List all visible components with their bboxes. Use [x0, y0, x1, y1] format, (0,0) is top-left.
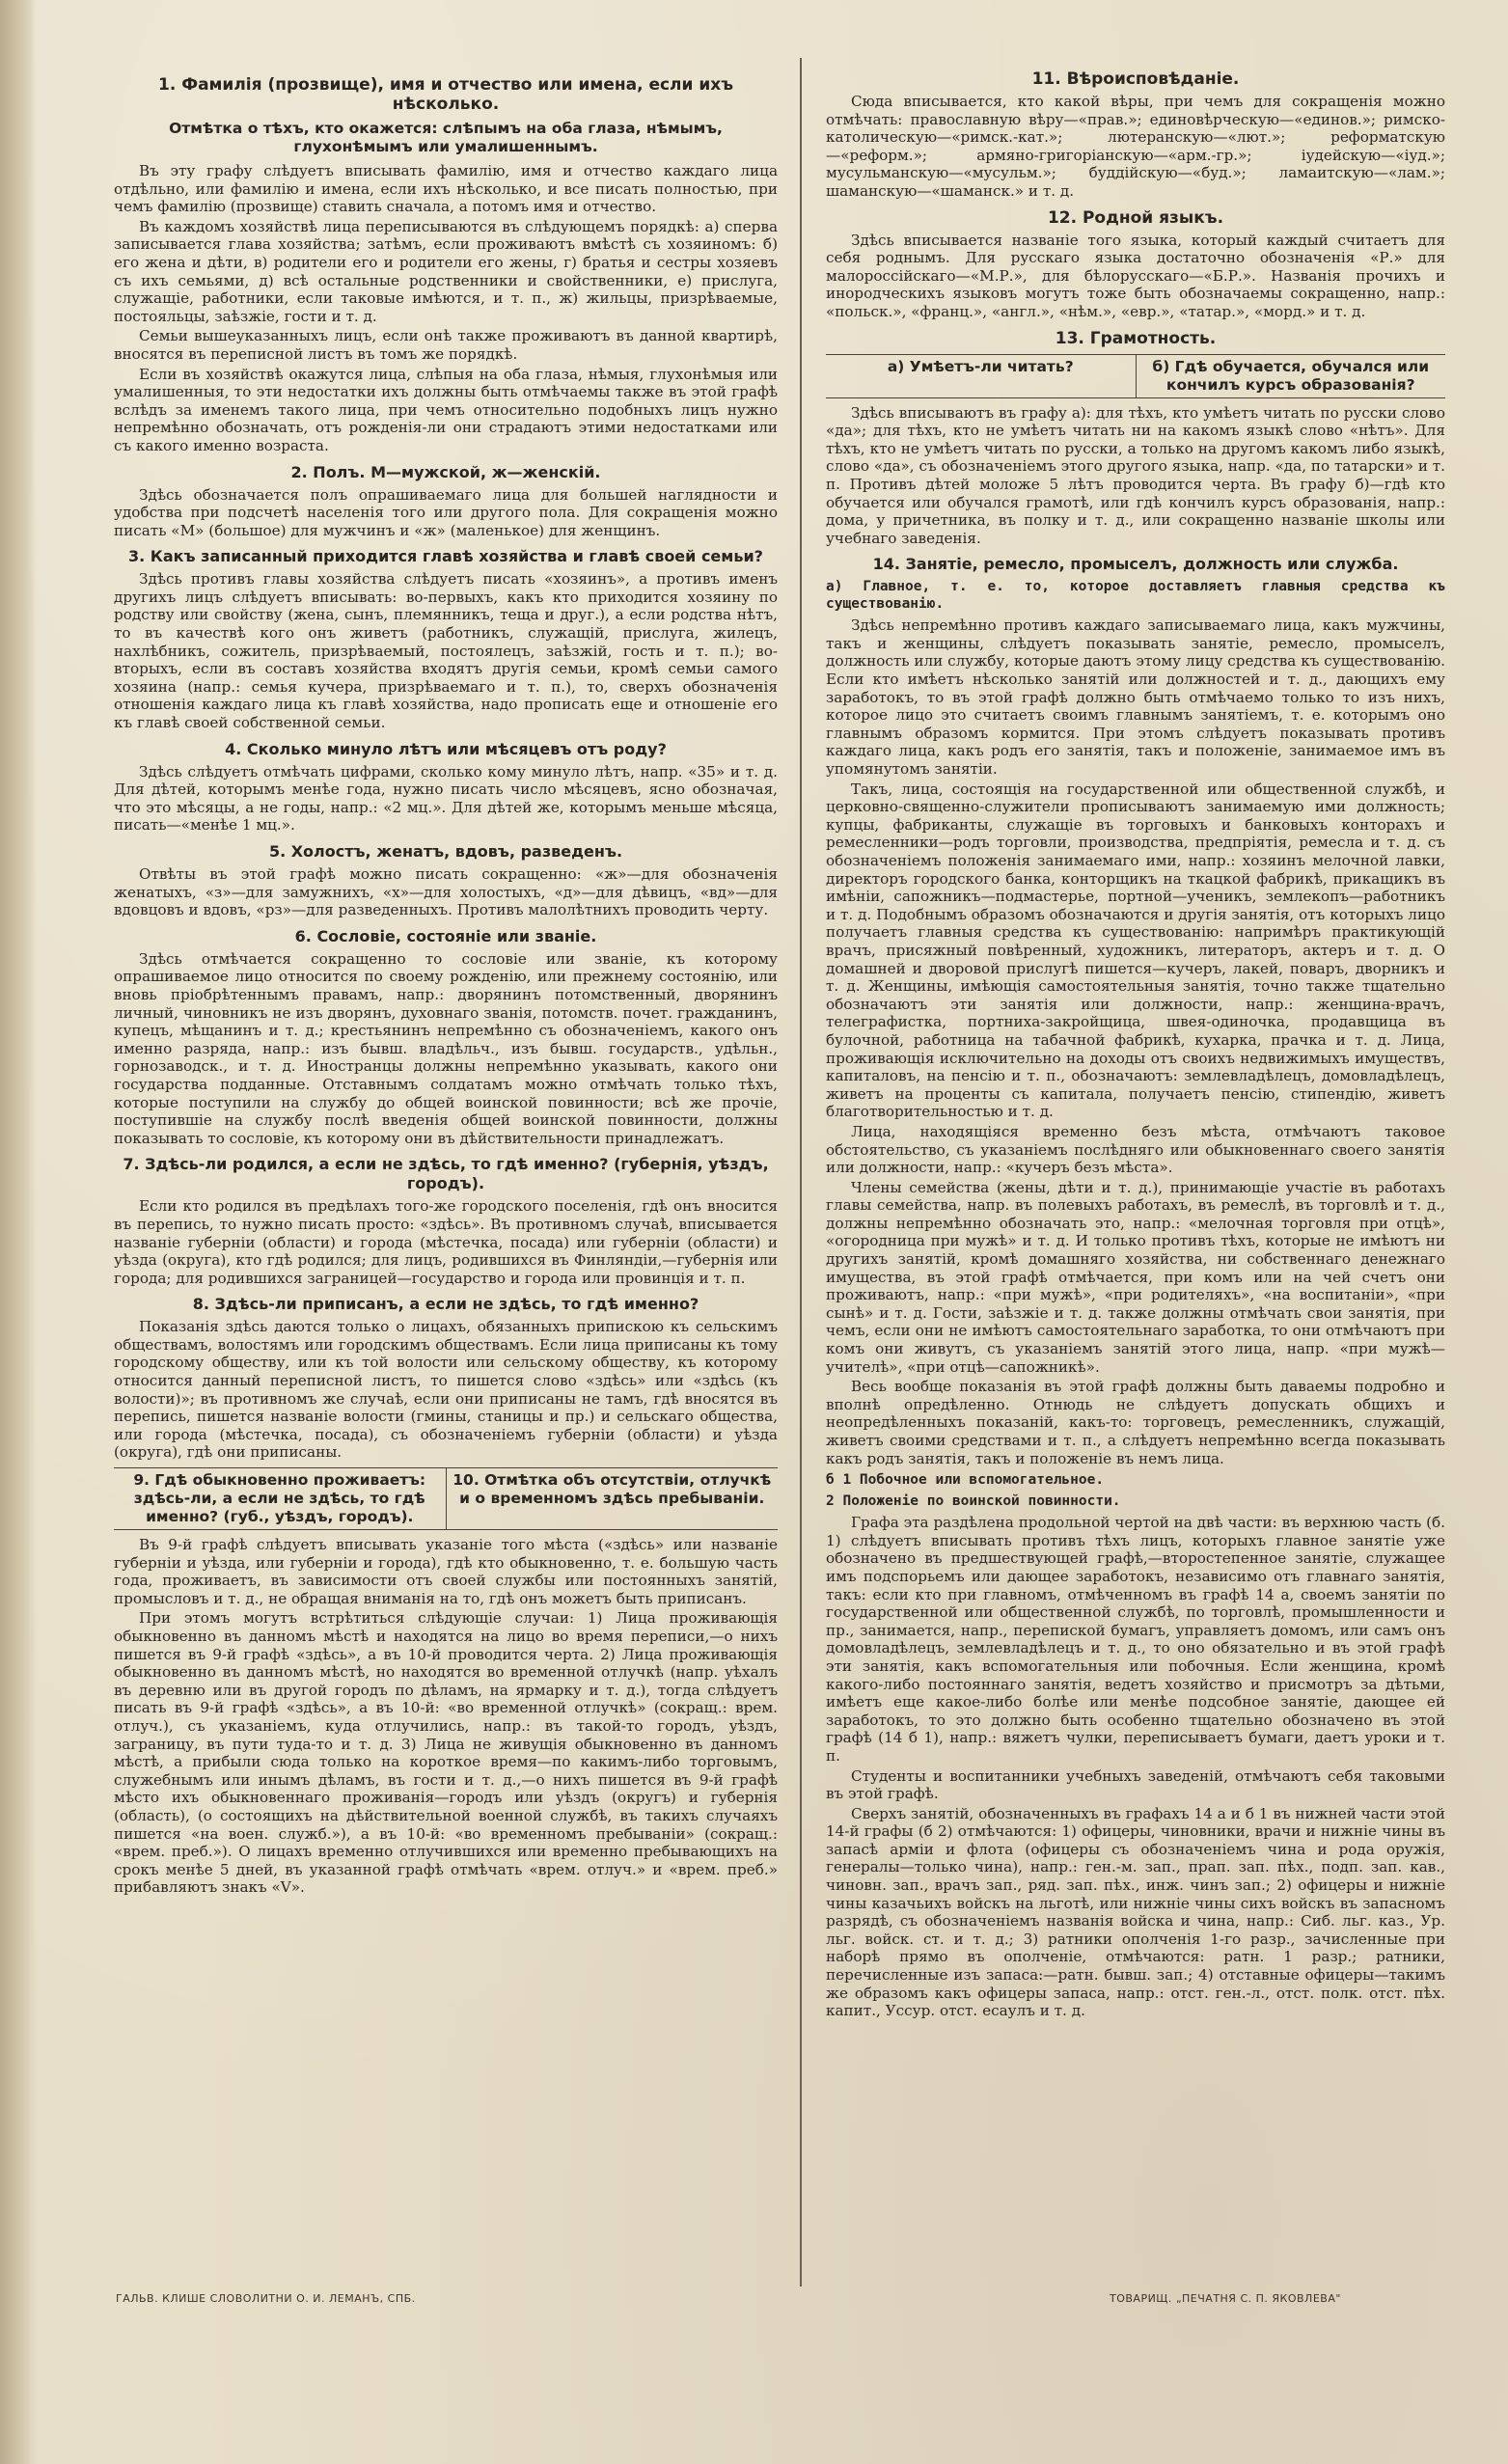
section-14-heading: 14. Занятіе, ремесло, промыселъ, должность или служба. — [872, 555, 1399, 574]
paragraph: Отвѣты въ этой графѣ можно писать сокращенно: «ж»—для обозначенія женатыхъ, «з»—для замужнихъ, «х»—для холостыхъ, «д»—для дѣвицъ, «вд»—для вдовцовъ и вдовъ, «рз»—для разведенныхъ. Противъ малолѣтнихъ проводить черту. — [114, 865, 778, 919]
left-column — [114, 68, 778, 2277]
section-2-heading: 2. Полъ. М—мужской, ж—женскій. — [290, 462, 601, 481]
paragraph: Сюда вписывается, кто какой вѣры, при чемъ для сокращенія можно отмѣчать: православную вѣру—«прав.»; единовѣрческую—«единов.»; римско-католическую—«римск.-кат.»; лютеранскую—«лют.»; реформатскую—«реформ.»; армяно-григоріанскую—«арм.-гр.»; іудейскую—«іуд.»; мусульманскую—«мусульм.»; буддійскую—«буд.»; ламаитскую—«лам.»; шаманскую—«шаманск.» и т. д. — [826, 93, 1445, 200]
section-11-heading: 11. Вѣроисповѣданіе. — [1031, 69, 1240, 89]
section-8-heading: 8. Здѣсь-ли приписанъ, а если не здѣсь, то гдѣ именно? — [192, 1295, 699, 1314]
paragraph: Здѣсь отмѣчается сокращенно то сословіе или званіе, къ которому опрашиваемое лицо относится по своему рожденію, или прежнему состоянію, или вновь пріобрѣтеннымъ правамъ, напр.: дворянинъ потомственный, дворянинъ личный, чиновникъ не изъ дворянъ, духовнаго званія, потомств. почет. гражданинъ, купецъ, мѣщанинъ и т. д.; крестьянинъ непремѣнно съ обозначеніемъ, какого онъ именно разряда, напр.: изъ бывш. владѣльч., изъ бывш. государств., удѣльн., горнозаводск., и т. д. Иностранцы должны непремѣнно указывать, какого они государства подданные. Отставнымъ солдатамъ можно отмѣчать только тѣхъ, которые поступили на службу до общей воинской повинности; всѣ же прочіе, поступившіе на службу послѣ введенія общей воинской повинности, должны показывать то сословіе, къ которому они въ дѣйствительности принадлежатъ. — [114, 949, 778, 1147]
paragraph: Студенты и воспитанники учебныхъ заведеній, отмѣчаютъ себя таковыми въ этой графѣ. — [826, 1766, 1445, 1803]
paragraph: Здѣсь вписываютъ въ графу а): для тѣхъ, кто умѣетъ читать по русски слово «да»; для тѣхъ, кто не умѣетъ читать ни на какомъ языкѣ слово «нѣтъ». Для тѣхъ, кто не умѣетъ читать по русски, а только на другомъ какомъ либо языкѣ, слово «да», съ обозначеніемъ этого другого языка, напр. «да, по татарски» и т. п. Противъ дѣтей моложе 5 лѣтъ проводится черта. Въ графу б)—гдѣ кто обучается или обучался грамотѣ, или гдѣ кончилъ курсъ образованія, напр.: дома, у причетника, въ полку и т. д., или сокращенно названіе школы или учебнаго заведенія. — [826, 403, 1445, 547]
paragraph: Семьи вышеуказанныхъ лицъ, если онѣ также проживаютъ въ данной квартирѣ, вносятся въ переписной листъ въ томъ же порядкѣ. — [114, 327, 778, 363]
section-7-heading: 7. Здѣсь-ли родился, а если не здѣсь, то гдѣ именно? (губернія, уѣздъ, городъ). — [123, 1155, 769, 1193]
section-10-heading: 10. Отмѣтка объ отсутствіи, отлучкѣ и о временномъ здѣсь пребываніи. — [446, 1468, 779, 1529]
paragraph: Въ эту графу слѣдуетъ вписывать фамилію, имя и отчество каждаго лица отдѣльно, или фамилію и имена, если ихъ нѣсколько, и все писать полностью, при чемъ фамилію (прозвище) ставить сначала, а потомъ имя и отчество. — [114, 162, 778, 216]
paragraph: Здѣсь слѣдуетъ отмѣчать цифрами, сколько кому минуло лѣтъ, напр. «35» и т. д. Для дѣтей, которымъ менѣе года, нужно писать число мѣсяцевъ, ясно обозначая, что это мѣсяцы, а не годы, напр.: «2 мц.». Для дѣтей же, которымъ меньше мѣсяца, писать—«менѣе 1 мц.». — [114, 762, 778, 835]
section-5-heading: 5. Холостъ, женатъ, вдовъ, разведенъ. — [268, 842, 623, 861]
paragraph: Если кто родился въ предѣлахъ того-же городского поселенія, гдѣ онъ вносится въ перепись, то нужно писать просто: «здѣсь». Въ противномъ случаѣ, вписывается названіе губерніи (области) и города (мѣстечка, посада) или губерніи (области) и уѣзда (округа), кто гдѣ родился; для лицъ, родившихся въ Финляндіи,—губернія или города; для родившихся заграницей—государство и города или провинція и т. п. — [114, 1197, 778, 1287]
paragraph: Весь вообще показанія въ этой графѣ должны быть даваемы подробно и вполнѣ опредѣленно. Отнюдь не слѣдуетъ допускать общихъ и неопредѣленныхъ показаній, какъ-то: торговецъ, ремесленникъ, служащій, живетъ своими средствами и т. п., а слѣдуетъ непремѣнно всегда показывать какъ родъ занятія, такъ и положеніе въ немъ лица. — [826, 1378, 1445, 1467]
printer-imprint-left: ГАЛЬВ. КЛИШЕ СЛОВОЛИТНИ О. И. ЛЕМАНЪ, СПБ. — [116, 2292, 416, 2305]
section-6-heading: 6. Сословіе, состояніе или званіе. — [294, 926, 597, 945]
paragraph: Здѣсь непремѣнно противъ каждаго записываемаго лица, какъ мужчины, такъ и женщины, слѣдуетъ показывать занятіе, ремесло, промыселъ, должность или службу, которые даютъ этому лицу средства къ существованію. Если кто имѣетъ нѣсколько занятій или должностей и т. д., дающихъ ему заработокъ, то въ этой графѣ должно быть отмѣчаемо только то изъ нихъ, которое лицо это считаетъ своимъ главнымъ занятіемъ, т. е. которымъ оно главнымъ образомъ кормится. При этомъ слѣдуетъ показывать противъ каждаго лица, какъ родъ его занятія, такъ и положеніе, занимаемое имъ въ упомянутомъ занятіи. — [826, 616, 1445, 779]
section-14b1-heading: б 1 Побочное или вспомогательное. — [826, 1472, 1105, 1489]
section-13b-heading: б) Гдѣ обучается, обучался или кончилъ курсъ образованія? — [1136, 355, 1446, 397]
paragraph: Въ каждомъ хозяйствѣ лица переписываются въ слѣдующемъ порядкѣ: а) сперва записывается глава хозяйства; затѣмъ, если проживаютъ вмѣстѣ съ хозяиномъ: б) его жена и дѣти, в) родители его и родители его жены, г) братья и сестры хозяевъ съ ихъ семьями, д) всѣ остальные родственники и свойственники, е) прислуга, служащіе, работники, если таковые имѣются, и т. п., ж) жильцы, призрѣваемые, постояльцы, заѣзжіе, гости и т. д. — [114, 217, 778, 325]
page-edge-shadow — [0, 0, 37, 2464]
section-13-heading: 13. Грамотность. — [1055, 328, 1217, 348]
column-divider — [800, 58, 802, 2286]
section-3-heading: 3. Какъ записанный приходится главѣ хозяйства и главѣ своей семьи? — [128, 547, 763, 566]
printer-imprint-right: ТОВАРИЩ. „ПЕЧАТНЯ С. П. ЯКОВЛЕВА" — [1110, 2292, 1341, 2305]
section-14b2-heading: 2 Положеніе по воинской повинности. — [826, 1493, 1121, 1510]
section-9-heading: 9. Гдѣ обыкновенно проживаетъ: здѣсь-ли, а если не здѣсь, то гдѣ именно? (губ., уѣздъ, городъ). — [133, 1471, 426, 1526]
section-1-note: Отмѣтка о тѣхъ, кто окажется: слѣпымъ на оба глаза, нѣмымъ, глухонѣмымъ или умалишеннымъ. — [169, 120, 723, 155]
section-4-heading: 4. Сколько минуло лѣтъ или мѣсяцевъ отъ роду? — [225, 739, 667, 758]
section-12-heading: 12. Родной языкъ. — [1047, 207, 1224, 228]
paragraph: Графа эта раздѣлена продольной чертой на двѣ части: въ верхнюю часть (б. 1) слѣдуетъ вписывать противъ тѣхъ лицъ, которыхъ главное занятіе уже обозначено въ предшествующей графѣ,—второстепенное занятіе, служащее имъ подспорьемъ или дающее заработокъ, независимо отъ главнаго занятія, такъ: если кто при главномъ, отмѣченномъ въ графѣ 14 а, своемъ занятіи по государственной или общественной службѣ, по торговлѣ, промышленности и пр., занимается, напр., перепиской бумагъ, управляетъ домомъ, или самъ онъ домовладѣлецъ, землевладѣлецъ и т. д., то оно обязательно и въ этой графѣ эти занятія, какъ вспомогательныя или побочныя. Если женщина, кромѣ какого-либо постояннаго занятія, ведетъ хозяйство и присмотръ за дѣтьми, имѣетъ еще какое-либо болѣе или менѣе подсобное занятіе, дающее ей заработокъ, то это должно быть особенно тщательно обозначено въ этой графѣ (14 б 1), напр.: вяжетъ чулки, переписываетъ бумаги, даетъ уроки и т. п. — [826, 1514, 1445, 1765]
paragraph: Здѣсь противъ главы хозяйства слѣдуетъ писать «хозяинъ», а противъ именъ другихъ лицъ слѣдуетъ вписывать: во-первыхъ, какъ кто приходится хозяину по родству или свойству (жена, сынъ, племянникъ, теща и друг.), а если родства нѣтъ, то въ качествѣ кого онъ живетъ (работникъ, служащій, прислуга, жилецъ, нахлѣбникъ, сожитель, призрѣваемый, постоялецъ, заѣзжій, гость и т. п.); во-вторыхъ, если въ составъ хозяйства входятъ другія семьи, кромѣ семьи самого хозяина (напр.: семья кучера, призрѣваемаго и т. п.), то, сверхъ обозначенія отношенія каждаго лица къ главѣ хозяйства, надо прописать еще и отношеніе его къ главѣ своей собственной семьи. — [114, 570, 778, 732]
paragraph: Лица, находящіяся временно безъ мѣста, отмѣчаютъ таковое обстоятельство, съ указаніемъ послѣдняго или обыкновеннаго своего занятія или должности, напр.: «кучеръ безъ мѣста». — [826, 1122, 1445, 1177]
section-1-heading: 1. Фамилія (прозвище), имя и отчество или имена, если ихъ нѣсколько. — [158, 75, 733, 114]
paragraph: При этомъ могутъ встрѣтиться слѣдующіе случаи: 1) Лица проживающія обыкновенно въ данномъ мѣстѣ и находятся на лицо во время переписи,—о нихъ пишется въ 9-й графѣ «здѣсь», а въ 10-й проводится черта. 2) Лица проживающія обыкновенно въ данномъ мѣстѣ, но находятся во временной отлучкѣ (напр. уѣхалъ въ деревню или въ другой городъ по дѣламъ, на ярмарку и т. д.), тогда слѣдуетъ писать въ 9-й графѣ «здѣсь», а въ 10-й: «во временной отлучкѣ» (сокращ.: врем. отлуч.), съ указаніемъ, куда отлучились, напр.: въ такой-то городъ, уѣздъ, заграницу, въ пути туда-то и т. д. 3) Лица не живущія обыкновенно въ данномъ мѣстѣ, а прибыли сюда только на короткое время—по какимъ-либо торговымъ, служебнымъ или инымъ дѣламъ, въ гости и т. д.,—о нихъ пишется въ 9-й графѣ мѣсто ихъ обыкновеннаго проживанія—городъ или уѣздъ (округъ) и губернія (область), (о состоящихъ на дѣйствительной военной службѣ, въ такихъ случаяхъ пишется «на воен. служб.»), а въ 10-й: «во временномъ пребываніи» (сокращ.: «врем. преб.»). О лицахъ временно отлучившихся или временно пребывающихъ на срокъ менѣе 5 дней, въ указанной графѣ отмѣчать «врем. отлуч.» и «врем. преб.» прибавляютъ знакъ «V». — [114, 1609, 778, 1897]
paragraph: Здѣсь обозначается полъ опрашиваемаго лица для большей наглядности и удобства при подсчетѣ населенія того или другого пола. Для сокращенія можно писать «М» (большое) для мужчинъ и «ж» (маленькое) для женщинъ. — [114, 485, 778, 539]
section-14a-heading: а) Главное, т. е. то, которое доставляетъ главныя средства къ существованію. — [826, 579, 1445, 613]
section-13-subheaders — [826, 354, 1445, 398]
section-13a-heading: а) Умѣетъ-ли читать? — [887, 357, 1074, 375]
paragraph: Такъ, лица, состоящія на государственной или общественной службѣ, и церковно-священно-служители прописываютъ занимаемую ими должность; купцы, фабриканты, служащіе въ торговыхъ и банковыхъ конторахъ и ремесленники—родъ торговли, производства, предпріятія, ремесла и т. д. съ обозначеніемъ положенія занимаемаго ими, напр.: хозяинъ мелочной лавки, директоръ городского банка, конторщикъ на ткацкой фабрикѣ, прикащикъ въ имѣніи, сапожникъ—подмастерье, портной—ученикъ, землекопъ—работникъ и т. д. Подобнымъ образомъ обозначаются и другія занятія, отъ которыхъ лицо получаетъ главныя средства къ существованію: напримѣръ практикующій врачъ, присяжный повѣренный, художникъ, литераторъ, актеръ и т. д. О домашней и дворовой прислугѣ пишется—кучеръ, лакей, поваръ, дворникъ и т. д. Женщины, имѣющія самостоятельныя занятія, точно также тщательно обозначаютъ эти занятія или должности, напр.: женщина-врачъ, телеграфистка, портниха-закройщица, швея-одиночка, продавщица въ булочной, работница на табачной фабрикѣ, кухарка, прачка и т. д. Лица, проживающія исключительно на доходы отъ своихъ недвижимыхъ имуществъ, капиталовъ, на пенсію и т. п., обозначаютъ: землевладѣлецъ, домовладѣлецъ, живетъ на проценты съ капитала, получаетъ пенсію, стипендію, живетъ благотворительностью и т. д. — [826, 780, 1445, 1121]
paragraph: Въ 9-й графѣ слѣдуетъ вписывать указаніе того мѣста («здѣсь» или названіе губерніи и уѣзда, или губерніи и города), гдѣ кто обыкновенно, т. е. большую часть года, проживаетъ, въ зависимости отъ своей службы или постоянныхъ занятій, промысловъ и т. д., не обращая вниманія на то, гдѣ онъ можетъ быть приписанъ. — [114, 1536, 778, 1607]
paragraph: Члены семейства (жены, дѣти и т. д.), принимающіе участіе въ работахъ главы семейства, напр. въ полевыхъ работахъ, въ ремеслѣ, въ торговлѣ и т. д., должны непремѣнно обозначать это, напр.: «мелочная торговля при отцѣ», «огородница при мужѣ» и т. д. И только противъ тѣхъ, которые не имѣютъ ни другихъ занятій, кромѣ домашняго хозяйства, ни собственнаго денежнаго имущества, въ этой графѣ отмѣчается, при комъ или на чей счетъ они проживаютъ, напр.: «при мужѣ», «при родителяхъ», «на воспитаніи», «при сынѣ» и т. д. Гости, заѣзжіе и т. д. также должны отмѣчать свои занятія, при чемъ, если они не имѣютъ самостоятельнаго заработка, то они отмѣчаютъ при комъ они живутъ, съ указаніемъ занятій этого лица, напр. «при мужѣ—учителѣ», «при отцѣ—сапожникѣ». — [826, 1178, 1445, 1376]
paragraph: Сверхъ занятій, обозначенныхъ въ графахъ 14 а и б 1 въ нижней части этой 14-й графы (б 2) отмѣчаются: 1) офицеры, чиновники, врачи и нижніе чины въ запасѣ арміи и флота (офицеры съ обозначеніемъ чина и рода оружія, генералы—только чина), напр.: ген.-м. зап., прап. зап. пѣх., подп. зап. кав., чиновн. зап., врачъ зап., ряд. зап. пѣх., инж. чинъ зап.; 2) офицеры и нижніе чины казачьихъ войскъ на льготѣ, или нижніе чины сихъ войскъ въ запасномъ разрядѣ, съ обозначеніемъ названія войска и чина, напр.: Сиб. льг. каз., Ур. льг. войск. ст. и т. д.; 3) ратники ополченія 1-го разр., зачисленные при наборѣ прямо въ ополченіе, отмѣчаются: ратн. 1 разр.; ратники, перечисленные изъ запаса:—ратн. бывш. зап.; 4) отставные офицеры—такимъ же образомъ какъ офицеры запаса, напр.: отст. ген.-л., отст. полк. отст. пѣх. капит., Уссур. отст. есаулъ и т. д. — [826, 1804, 1445, 2020]
paragraph: Показанія здѣсь даются только о лицахъ, обязанныхъ припискою къ сельскимъ обществамъ, волостямъ или городскимъ обществамъ. Если лица приписаны къ тому городскому обществу, или къ той волости или сельскому обществу, къ которому относится данный переписной листъ, то пишется слово «здѣсь» или «здѣсь (къ волости)»; въ противномъ же случаѣ, если они приписаны не тамъ, гдѣ вносятся въ перепись, пишется названіе волости (гмины, станицы и пр.) и сельскаго общества, или города (мѣстечка, посада), съ обозначеніемъ губерніи (области) и уѣзда (округа), гдѣ они приписаны. — [114, 1318, 778, 1462]
paragraph: Если въ хозяйствѣ окажутся лица, слѣпыя на оба глаза, нѣмыя, глухонѣмыя или умалишенныя, то эти недостатки ихъ должны быть отмѣчаемы также въ этой графѣ вслѣдъ за именемъ такого лица, при чемъ относительно подобныхъ лицъ нужно непремѣнно обозначать, отъ рожденія-ли они страдаютъ этими недостатками или съ какого именно возраста. — [114, 365, 778, 454]
right-column — [826, 62, 1445, 2271]
paragraph: Здѣсь вписывается названіе того языка, который каждый считаетъ для себя роднымъ. Для русскаго языка достаточно обозначенія «Р.» для малороссійскаго—«М.Р.», для бѣлорусскаго—«Б.Р.». Названія прочихъ и инородческихъ языковъ могутъ тоже быть обозначаемы сокращенно, напр.: «польск.», «франц.», «англ.», «нѣм.», «евр.», «татар.», «морд.» и т. д. — [826, 231, 1445, 320]
sections-9-10-header — [114, 1467, 778, 1530]
